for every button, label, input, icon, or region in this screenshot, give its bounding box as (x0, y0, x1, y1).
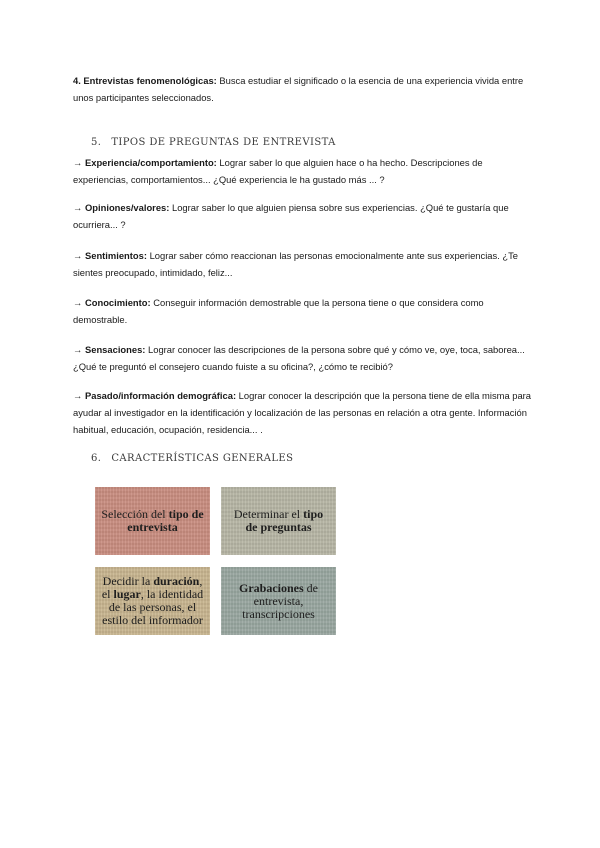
box-text-mid: , el (101, 574, 203, 601)
question-type-sentimientos (73, 247, 535, 281)
box-text-end: , la identidad de las personas, el estilo del informador (102, 587, 204, 627)
question-type-sensaciones (73, 341, 535, 375)
question-label: Pasado/información demográfica: (84, 390, 237, 401)
box-text: Determinar el (233, 507, 304, 521)
box-bold-text-2: lugar (113, 587, 141, 601)
section-6-number: 6. (91, 453, 102, 464)
box-bold-text: tipo de entrevista (127, 507, 204, 534)
question-text: Lograr saber cómo reaccionan las personas emocionalmente ante sus experiencias. ¿Te sientes preocupado, intimidado, feliz... (73, 250, 519, 278)
section-6-title: CARACTERÍSTICAS GENERALES (111, 453, 294, 464)
arrow-icon: → (73, 202, 83, 213)
question-label: Conocimiento: (84, 297, 151, 308)
question-label: Opiniones/valores: (84, 202, 170, 213)
arrow-icon: → (73, 157, 83, 168)
feature-box-tipo-entrevista (95, 487, 210, 555)
item-4-text: Busca estudiar el significado o la esencia de una experiencia vivida entre unos participantes seleccionados. (73, 75, 524, 103)
question-text: Lograr saber lo que alguien hace o ha hecho. Descripciones de experiencias, comportamientos... ¿Qué experiencia le ha gustado más ... ? (73, 157, 483, 185)
box-bold-text: tipo de preguntas (245, 507, 324, 534)
question-type-conocimiento (73, 294, 535, 328)
feature-box-duracion-lugar (95, 567, 210, 635)
question-type-pasado (73, 387, 535, 438)
box-bold-text: duración (153, 574, 200, 588)
item-4-label: 4. Entrevistas fenomenológicas: (73, 75, 217, 86)
box-text: Selección del (101, 507, 169, 521)
box-text: Decidir la (102, 574, 154, 588)
question-label: Sentimientos: (84, 250, 147, 261)
question-text: Lograr conocer las descripciones de la persona sobre qué y cómo ve, oye, toca, saborea... ¿Qué te preguntó el consejero cuando fuiste a su oficina?, ¿cómo te recibió? (73, 344, 525, 372)
feature-box-tipo-preguntas (221, 487, 336, 555)
question-type-experiencia (73, 154, 535, 188)
question-label: Sensaciones: (84, 344, 146, 355)
question-text: Lograr conocer la descripción que la persona tiene de ella misma para ayudar al investigador en la identificación y localización de las personas en relación a otra gente. Información habitual, educación, ocupación, residencia... . (73, 390, 532, 435)
arrow-icon: → (73, 250, 83, 261)
question-text: Conseguir información demostrable que la persona tiene o que considera como demostrable. (73, 297, 484, 325)
item-4-paragraph (73, 72, 535, 106)
arrow-icon: → (73, 390, 83, 401)
question-label: Experiencia/comportamiento: (84, 157, 217, 168)
section-6-heading (91, 453, 293, 464)
box-text-end: de entrevista, transcripciones (242, 580, 318, 621)
feature-box-grabaciones (221, 567, 336, 635)
box-bold-text: Grabaciones (239, 580, 304, 595)
question-type-opiniones (73, 199, 535, 233)
arrow-icon: → (73, 297, 83, 308)
section-5-heading (91, 137, 336, 148)
section-5-number: 5. (91, 137, 102, 148)
section-5-title: TIPOS DE PREGUNTAS DE ENTREVISTA (111, 137, 336, 148)
arrow-icon: → (73, 344, 83, 355)
question-text: Lograr saber lo que alguien piensa sobre sus experiencias. ¿Qué te gustaría que ocurriera... ? (73, 202, 509, 230)
